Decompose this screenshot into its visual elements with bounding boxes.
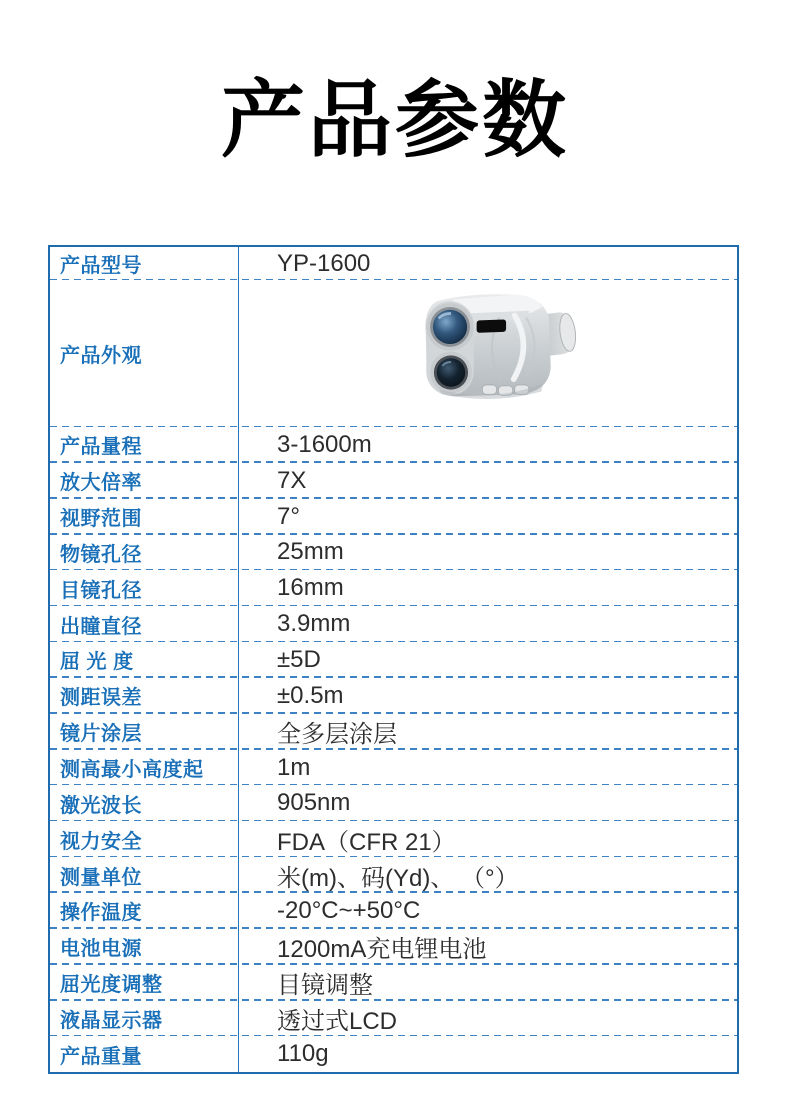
- spec-value: 1m: [277, 753, 311, 781]
- spec-value: 目镜调整: [277, 972, 373, 1000]
- spec-row: [50, 535, 737, 571]
- spec-row: [50, 929, 737, 965]
- spec-label: 产品量程: [50, 427, 239, 463]
- spec-row: [50, 678, 737, 714]
- spec-value: 25mm: [277, 538, 344, 566]
- spec-value: FDA（CFR 21）: [277, 828, 456, 856]
- spec-row: [50, 750, 737, 786]
- spec-value: -20°C~+50°C: [277, 896, 421, 924]
- spec-label: 目镜孔径: [50, 570, 239, 606]
- spec-label: 镜片涂层: [50, 714, 239, 750]
- spec-row: [50, 499, 737, 535]
- spec-table-body: [50, 247, 737, 1072]
- spec-value: 3.9mm: [277, 610, 351, 638]
- spec-value: 7X: [277, 466, 307, 494]
- spec-value: 1200mA充电锂电池: [277, 936, 487, 964]
- spec-value: 905nm: [277, 789, 351, 817]
- spec-label: 测量单位: [50, 857, 239, 893]
- spec-label: 液晶显示器: [50, 1001, 239, 1037]
- spec-label: 视野范围: [50, 499, 239, 535]
- spec-value: 110g: [277, 1040, 329, 1068]
- spec-value: 透过式LCD: [277, 1007, 398, 1035]
- spec-row: [50, 1036, 737, 1072]
- spec-value: 16mm: [277, 574, 344, 602]
- spec-row: [50, 965, 737, 1001]
- spec-label: 激光波长: [50, 785, 239, 821]
- spec-row: [50, 280, 737, 427]
- spec-value: 7°: [277, 502, 300, 530]
- spec-row: [50, 463, 737, 499]
- spec-value: YP-1600: [277, 249, 371, 277]
- spec-label: 放大倍率: [50, 463, 239, 499]
- spec-label: 物镜孔径: [50, 535, 239, 571]
- spec-value: ±5D: [277, 645, 321, 673]
- spec-label: 操作温度: [50, 893, 239, 929]
- spec-label: 电池电源: [50, 929, 239, 965]
- spec-row: [50, 570, 737, 606]
- spec-value: 全多层涂层: [277, 721, 397, 749]
- spec-row: [50, 893, 737, 929]
- spec-row: [50, 821, 737, 857]
- spec-row: [50, 642, 737, 678]
- spec-value: ±0.5m: [277, 681, 344, 709]
- spec-table: [48, 245, 739, 1074]
- spec-label: 测距误差: [50, 678, 239, 714]
- spec-row: [50, 857, 737, 893]
- spec-row: [50, 785, 737, 821]
- spec-row: [50, 1001, 737, 1037]
- spec-value: 米(m)、码(Yd)、 （°）: [277, 864, 519, 892]
- spec-row: [50, 714, 737, 750]
- spec-value: [239, 280, 737, 427]
- spec-value: 3-1600m: [277, 430, 372, 458]
- rangefinder-product-photo: [396, 287, 581, 420]
- spec-row: [50, 247, 737, 280]
- spec-label: 产品外观: [50, 280, 239, 427]
- spec-row: [50, 427, 737, 463]
- spec-label: 出瞳直径: [50, 606, 239, 642]
- spec-label: 屈 光 度: [50, 642, 239, 678]
- spec-label: 视力安全: [50, 821, 239, 857]
- spec-label: 测高最小高度起: [50, 750, 239, 786]
- page-title: 产品参数: [220, 75, 569, 168]
- spec-label: 产品重量: [50, 1036, 239, 1072]
- spec-label: 屈光度调整: [50, 965, 239, 1001]
- spec-label: 产品型号: [50, 247, 239, 280]
- spec-row: [50, 606, 737, 642]
